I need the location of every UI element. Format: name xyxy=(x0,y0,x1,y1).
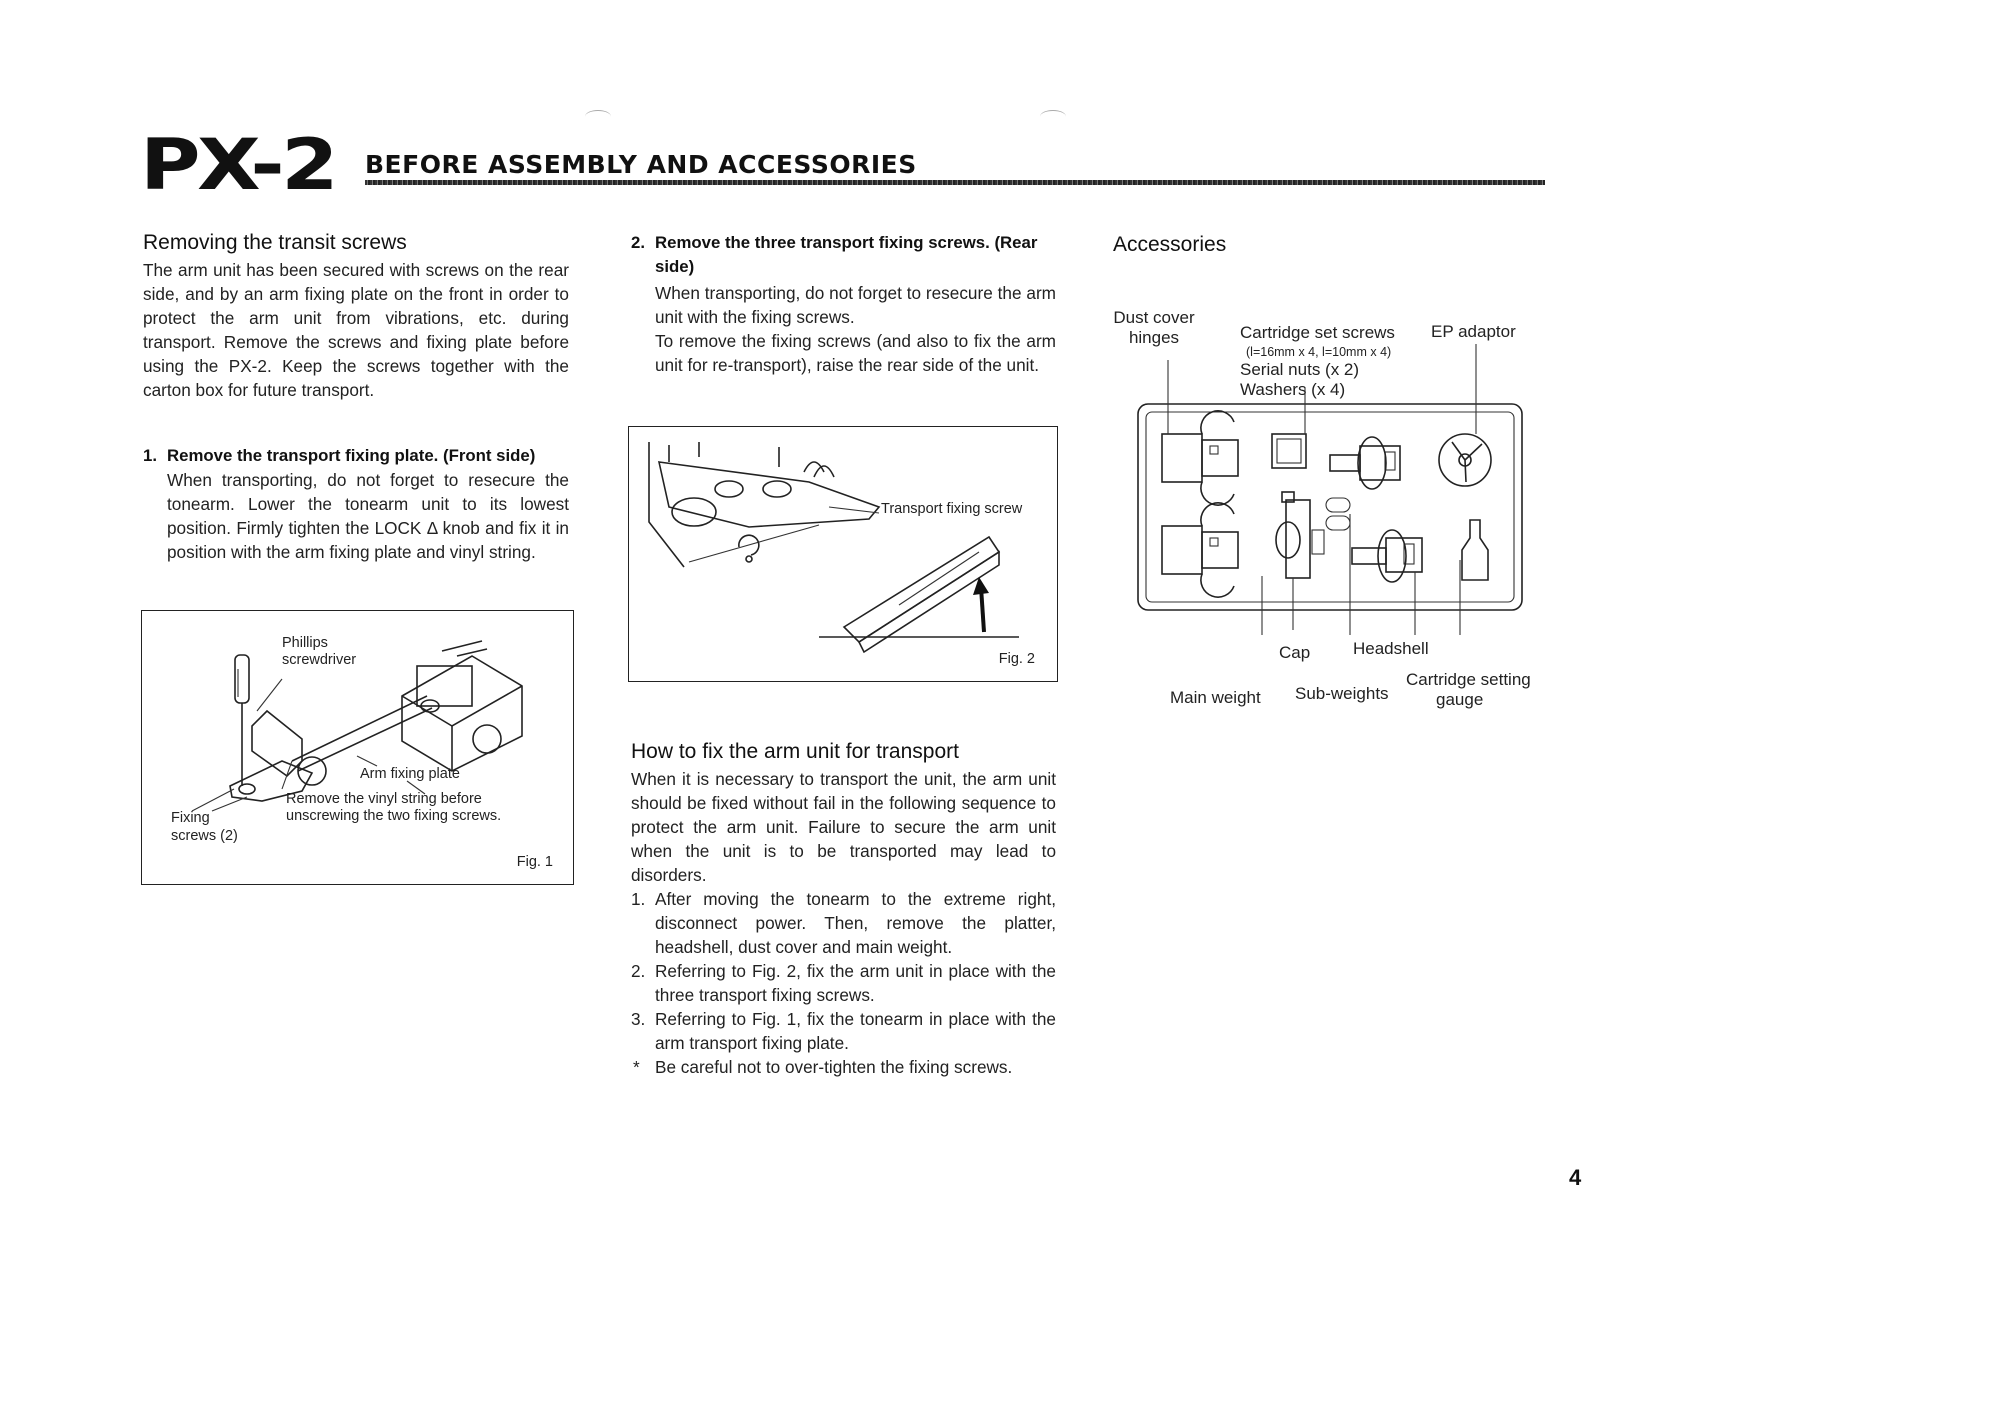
px2-logo: PX-2 xyxy=(140,124,336,206)
arm-fixing-plate-label: Arm fixing plate xyxy=(360,766,460,782)
main-weight-label: Main weight xyxy=(1170,688,1261,707)
fix-step-2: 2. Referring to Fig. 2, fix the arm unit in place with the three transport fixing screws. xyxy=(631,961,1056,1005)
sub-weights-label: Sub-weights xyxy=(1295,684,1389,703)
fix-note: * Be careful not to over-tighten the fixing screws. xyxy=(633,1057,1013,1077)
dust-cover-hinges-label: Dust cover hinges xyxy=(1113,308,1195,347)
figure-2 xyxy=(628,426,1058,682)
figure-1-caption: Fig. 1 xyxy=(516,854,553,870)
figure-1 xyxy=(141,610,574,885)
cartridge-set-screws-label: Cartridge set screws xyxy=(1240,323,1395,342)
ep-adaptor-label: EP adaptor xyxy=(1431,322,1516,341)
middle-column-bottom xyxy=(631,740,1056,1079)
transit-screws-intro: The arm unit has been secured with screws on the rear side, and by an arm fixing plate on the front in order to protect the arm unit from vibrations, etc. during transport. Remove the screws and fixing plate before using the PX-2. Keep the screws together with the carton box for future transport. xyxy=(143,260,569,400)
cartridge-setting-label: Cartridge setting xyxy=(1406,670,1531,689)
scan-mark xyxy=(585,110,611,123)
fix-step-1: 1. After moving the tonearm to the extreme right, disconnect power. Then, remove the platter, headshell, dust cover and main weight. xyxy=(631,889,1056,957)
step-2 xyxy=(631,231,1056,377)
figure-2-caption: Fig. 2 xyxy=(998,651,1035,667)
fixing-screws-label: Fixing screws (2) xyxy=(171,810,238,844)
section-heading-accessories: Accessories xyxy=(1113,233,1227,256)
serial-nuts-label: Serial nuts (x 2) xyxy=(1240,360,1360,379)
left-column xyxy=(143,231,569,564)
step-2-body-1: When transporting, do not forget to resecure the arm unit with the fixing screws. xyxy=(655,283,1056,327)
header-rule xyxy=(365,180,1545,185)
section-heading-fix-arm: How to fix the arm unit for transport xyxy=(631,740,959,763)
step-1-number: 1. xyxy=(143,446,157,465)
step-1-body: When transporting, do not forget to resecure the tonearm. Lower the tonearm unit to its lowest position. Firmly tighten the LOCK Δ knob and fix it in position with the arm fixing plate and vinyl string. xyxy=(167,470,569,562)
washers-label: Washers (x 4) xyxy=(1240,380,1346,399)
gauge-label: gauge xyxy=(1436,690,1484,709)
figure-2-drawing xyxy=(629,427,1057,681)
step-1-title: Remove the transport fixing plate. (Front side) xyxy=(167,446,536,465)
accessories-drawing xyxy=(1130,330,1530,635)
step-2-body-2: To remove the fixing screws (and also to fix the arm unit for re-transport), raise the rear side of the unit. xyxy=(655,331,1056,375)
step-2-title: Remove the three transport fixing screws. (Rear side) xyxy=(655,233,1038,276)
middle-column-top xyxy=(631,231,1056,377)
section-heading-transit-screws: Removing the transit screws xyxy=(143,231,407,254)
page-number: 4 xyxy=(1569,1165,1582,1190)
page-title: BEFORE ASSEMBLY AND ACCESSORIES xyxy=(365,150,917,179)
phillips-label: Phillips screwdriver xyxy=(282,635,357,668)
fix-step-3: 3. Referring to Fig. 1, fix the tonearm in place with the arm transport fixing plate. xyxy=(631,1009,1056,1053)
transport-fixing-screw-label: Transport fixing screw xyxy=(881,501,1023,517)
step-2-number: 2. xyxy=(631,233,645,252)
headshell-label: Headshell xyxy=(1353,639,1429,658)
scan-mark xyxy=(1040,110,1066,123)
step-1 xyxy=(143,444,569,564)
vinyl-string-note: Remove the vinyl string before unscrewing the two fixing screws. xyxy=(286,791,502,824)
fix-arm-intro: When it is necessary to transport the unit, the arm unit should be fixed without fail in the following sequence to protect the arm unit. Failure to secure the arm unit when the unit is to be transported may lead to disorders. xyxy=(631,769,1056,885)
cap-label: Cap xyxy=(1279,643,1311,662)
cartridge-screw-dims: (l=16mm x 4, l=10mm x 4) xyxy=(1246,345,1392,359)
